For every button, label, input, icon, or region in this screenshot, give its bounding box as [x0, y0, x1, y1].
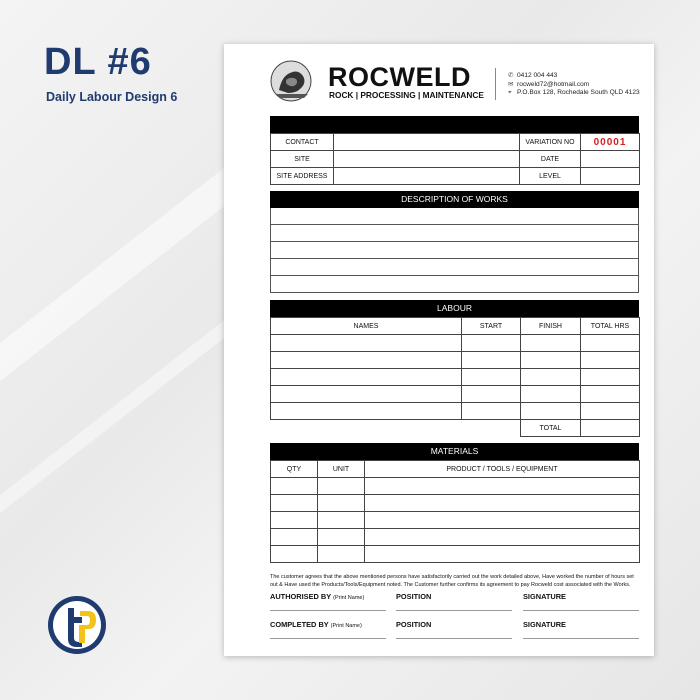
- completed-by-label: COMPLETED BY (Print Name): [270, 620, 362, 629]
- labour-table: [270, 317, 640, 437]
- address-text: P.O.Box 128, Rochedale South QLD 4123: [517, 89, 640, 96]
- signature-label: SIGNATURE: [523, 592, 566, 601]
- qty-cell[interactable]: [271, 512, 318, 529]
- product-cell[interactable]: [365, 478, 640, 495]
- name-cell[interactable]: [271, 403, 462, 420]
- qty-cell[interactable]: [271, 495, 318, 512]
- phone-text: 0412 004 443: [517, 72, 558, 79]
- description-line[interactable]: [270, 259, 639, 276]
- labour-section: [270, 300, 639, 437]
- finish-cell[interactable]: [521, 352, 581, 369]
- site-address-label: SITE ADDRESS: [271, 168, 334, 185]
- contact-address: [508, 89, 640, 97]
- location-icon: ⌖: [508, 89, 512, 96]
- qty-cell[interactable]: [271, 529, 318, 546]
- date-field[interactable]: [581, 151, 640, 168]
- total-hrs-cell[interactable]: [581, 352, 640, 369]
- header-divider: [495, 68, 496, 100]
- level-label: LEVEL: [520, 168, 581, 185]
- unit-cell[interactable]: [318, 529, 365, 546]
- contact-phone: [508, 71, 557, 79]
- details-table: [270, 133, 640, 185]
- description-section: [270, 191, 639, 293]
- product-cell[interactable]: [365, 495, 640, 512]
- design-subtitle: Daily Labour Design 6: [46, 90, 178, 104]
- signature-label: SIGNATURE: [523, 620, 566, 629]
- variation-label: VARIATION NO: [520, 134, 581, 151]
- table-row: [271, 134, 640, 151]
- finish-cell[interactable]: [521, 335, 581, 352]
- phone-icon: ✆: [508, 72, 514, 79]
- start-cell[interactable]: [462, 352, 521, 369]
- col-total-hrs: TOTAL HRS: [581, 318, 640, 335]
- materials-table: [270, 460, 640, 563]
- finish-cell[interactable]: [521, 386, 581, 403]
- position-label: POSITION: [396, 620, 432, 629]
- total-hrs-cell[interactable]: [581, 369, 640, 386]
- total-hrs-cell[interactable]: [581, 386, 640, 403]
- position-label: POSITION: [396, 592, 432, 601]
- table-row: [271, 529, 640, 546]
- unit-cell[interactable]: [318, 512, 365, 529]
- position-line[interactable]: [396, 638, 512, 639]
- col-finish: FINISH: [521, 318, 581, 335]
- total-value-cell[interactable]: [581, 420, 640, 437]
- brand-logo: [46, 594, 108, 656]
- materials-heading: MATERIALS: [270, 443, 639, 460]
- contact-label: CONTACT: [271, 134, 334, 151]
- email-icon: ✉: [508, 81, 514, 88]
- materials-section: [270, 443, 639, 563]
- start-cell[interactable]: [462, 335, 521, 352]
- total-label: TOTAL: [521, 420, 581, 437]
- product-cell[interactable]: [365, 546, 640, 563]
- table-row: [271, 403, 640, 420]
- col-names: NAMES: [271, 318, 462, 335]
- site-label: SITE: [271, 151, 334, 168]
- description-line[interactable]: [270, 276, 639, 293]
- table-header-row: [271, 318, 640, 335]
- table-row: [271, 546, 640, 563]
- design-title: DL #6: [44, 41, 152, 83]
- name-cell[interactable]: [271, 335, 462, 352]
- table-row: [271, 151, 640, 168]
- table-row: [271, 335, 640, 352]
- authorised-by-label: AUTHORISED BY (Print Name): [270, 592, 365, 601]
- product-cell[interactable]: [365, 512, 640, 529]
- finish-cell[interactable]: [521, 403, 581, 420]
- total-hrs-cell[interactable]: [581, 335, 640, 352]
- email-text: rocweld72@hotmail.com: [517, 81, 590, 88]
- contact-email: [508, 80, 589, 88]
- unit-cell[interactable]: [318, 478, 365, 495]
- date-label: DATE: [520, 151, 581, 168]
- details-header-bar: [270, 116, 639, 133]
- company-name: ROCWELD: [328, 62, 471, 92]
- total-row: [271, 420, 640, 437]
- completed-by-line[interactable]: [270, 638, 386, 639]
- col-start: START: [462, 318, 521, 335]
- details-section: [270, 116, 639, 185]
- signature-line[interactable]: [523, 610, 639, 611]
- table-row: [271, 495, 640, 512]
- table-header-row: [271, 461, 640, 478]
- name-cell[interactable]: [271, 386, 462, 403]
- name-cell[interactable]: [271, 369, 462, 386]
- table-row: [271, 478, 640, 495]
- site-field[interactable]: [334, 151, 520, 168]
- description-line[interactable]: [270, 208, 639, 225]
- name-cell[interactable]: [271, 352, 462, 369]
- table-row: [271, 386, 640, 403]
- site-address-field[interactable]: [334, 168, 520, 185]
- finish-cell[interactable]: [521, 369, 581, 386]
- table-row: [271, 352, 640, 369]
- variation-number: 00001: [581, 134, 640, 151]
- invoice-sheet: [224, 44, 654, 656]
- start-cell[interactable]: [462, 369, 521, 386]
- col-qty: QTY: [271, 461, 318, 478]
- contact-field[interactable]: [334, 134, 520, 151]
- agreement-text: The customer agrees that the above mentioned persons have satisfactorily carried out the work detailed above, Have worked the number of hours set out & Have used the Products/Tools/Equipment noted. The Customer further confirms its agreement to pay Rocweld cost associated with the Works.: [270, 574, 634, 588]
- unit-cell[interactable]: [318, 546, 365, 563]
- qty-cell[interactable]: [271, 546, 318, 563]
- start-cell[interactable]: [462, 403, 521, 420]
- level-field[interactable]: [581, 168, 640, 185]
- signature-line[interactable]: [523, 638, 639, 639]
- description-line[interactable]: [270, 242, 639, 259]
- col-unit: UNIT: [318, 461, 365, 478]
- labour-heading: LABOUR: [270, 300, 639, 317]
- qty-cell[interactable]: [271, 478, 318, 495]
- product-cell[interactable]: [365, 529, 640, 546]
- description-heading: DESCRIPTION OF WORKS: [270, 191, 639, 208]
- unit-cell[interactable]: [318, 495, 365, 512]
- company-logo-icon: [270, 60, 314, 102]
- table-row: [271, 168, 640, 185]
- start-cell[interactable]: [462, 386, 521, 403]
- description-line[interactable]: [270, 225, 639, 242]
- total-hrs-cell[interactable]: [581, 403, 640, 420]
- table-row: [271, 512, 640, 529]
- col-product: PRODUCT / TOOLS / EQUIPMENT: [365, 461, 640, 478]
- company-tagline: ROCK | PROCESSING | MAINTENANCE: [329, 90, 484, 100]
- table-row: [271, 369, 640, 386]
- authorised-by-line[interactable]: [270, 610, 386, 611]
- position-line[interactable]: [396, 610, 512, 611]
